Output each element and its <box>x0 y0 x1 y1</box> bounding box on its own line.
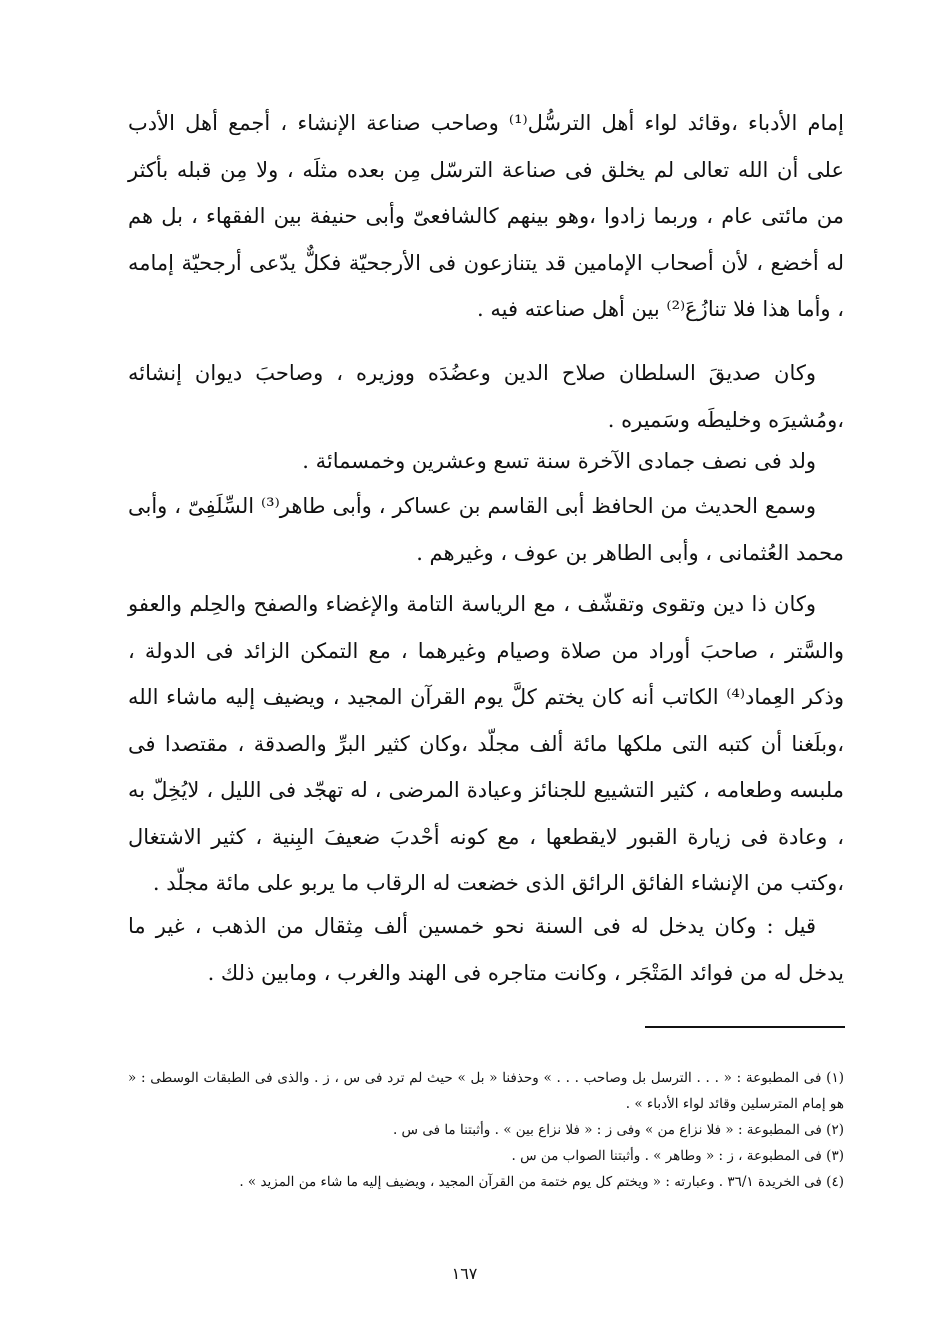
page-number: ١٦٧ <box>451 1264 478 1283</box>
paragraph-intro: إمام الأدباء ،وقائد لواء أهل الترسُّل⁽¹⁾ وصاحب صناعة الإنشاء ، أجمع أهل الأدب على أن الله تعالى لم يخلق فى صناعة الترسّل مِن بعده مثلَه ، ولا مِن قبله بأكثر من مائتى عام ، وربما زادوا ،وهو بينهم كالشافعىّ وأبى حنيفة بين الفقهاء ، بل هم له أخضع ، لأن أصحاب الإمامين قد يتنازعون فى الأرجحيّة فكلٌّ يدّعى أرجحيّة إمامه ، وأما هذا فلا تنازُعَ⁽²⁾ بين أهل صناعته فيه . <box>128 111 844 321</box>
footnote-4: (٤) فى الخريدة ٣٦/١ . وعبارته : « ويختم كل يوم ختمة من القرآن المجيد ، ويضيف إليه ما شاء من المزيد » . <box>239 1174 844 1190</box>
paragraph-friendship: وكان صديقَ السلطان صلاح الدين وعضُدَه ووزيره ، وصاحبَ ديوان إنشائه ،ومُشيرَه وخليطَه وسَميره . <box>128 361 844 432</box>
footnote-divider <box>645 1026 845 1028</box>
paragraph-birth: ولد فى نصف جمادى الآخرة سنة تسع وعشرين وخمسمائة . <box>302 449 816 473</box>
footnotes <box>128 1065 844 1195</box>
footnote-2: (٢) فى المطبوعة : « فلا نزاع من » وفى ز : « فلا نزاع بين » . وأثبتنا ما فى س . <box>392 1122 844 1138</box>
footnote-3: (٣) فى المطبوعة ، ز : « وطاهر » . وأثبتنا الصواب من س . <box>511 1148 844 1164</box>
footnote-1: (١) فى المطبوعة : « . . . الترسل بل وصاحب . . . » وحذفنا « بل » حيث لم ترد فى س ، ز . والذى فى الطبقات الوسطى : « هو إمام المترسلين وقائد لواء الأدباء » . <box>128 1070 844 1112</box>
paragraph-income: قيل : وكان يدخل له فى السنة نحو خمسين ألف مِثقال من الذهب ، غير ما يدخل له من فوائد المَتْجَر ، وكانت متاجره فى الهند والغرب ، ومابين ذلك . <box>128 914 844 985</box>
paragraph-hadith: وسمع الحديث من الحافظ أبى القاسم بن عساكر ، وأبى طاهر⁽³⁾ السِّلَفِىّ ، وأبى محمد العُثمانى ، وأبى الطاهر بن عوف ، وغيرهم . <box>128 494 844 565</box>
paragraph-piety: وكان ذا دين وتقوى وتقشّف ، مع الرياسة التامة والإغضاء والصفح والحِلم والعفو والسَّتر ، صاحبَ أوراد من صلاة وصيام وغيرهما ، مع التمكن الزائد فى الدولة ، وذكر العِماد⁽⁴⁾ الكاتب أنه كان يختم كلَّ يوم القرآن المجيد ، ويضيف إليه ماشاء الله ،وبلَغنا أن كتبه التى ملكها مائة ألف مجلّد ،وكان كثير البرِّ والصدقة ، مقتصدا فى ملبسه وطعامه ، كثير التشييع للجنائز وعيادة المرضى ، له تهجّد فى الليل ، لايُخِلّ به ، وعادة فى زيارة القبور لايقطعها ، مع كونه أحْدبَ ضعيفَ البِنية ، كثير الاشتغال ،وكتب من الإنشاء الفائق الرائق الذى خضعت له الرقاب ما يربو على مائة مجلّد . <box>128 592 844 895</box>
